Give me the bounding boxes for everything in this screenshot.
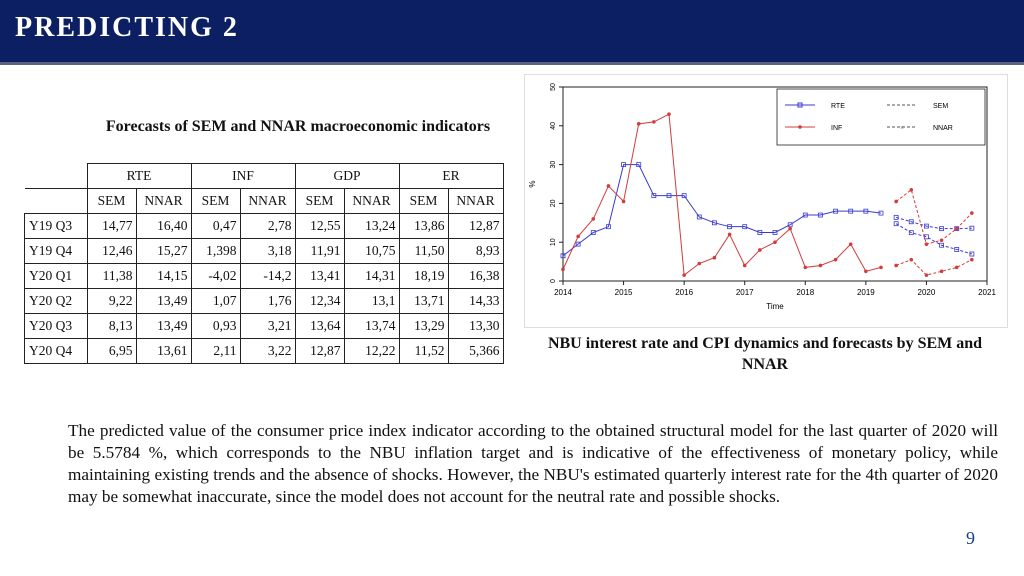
table-cell: 18,19 [399, 264, 448, 289]
series-line [896, 190, 972, 244]
sub-header: NNAR [240, 189, 295, 214]
table-cell: -4,02 [191, 264, 240, 289]
data-point [925, 242, 929, 246]
table-cell: 1,76 [240, 289, 295, 314]
legend-box [777, 89, 985, 145]
table-cell: 12,55 [295, 214, 344, 239]
y-tick-label: 40 [550, 121, 557, 130]
data-point [940, 270, 944, 274]
line-chart [525, 75, 1007, 327]
table-cell: 0,47 [191, 214, 240, 239]
data-point [788, 227, 792, 231]
x-tick-label: 2016 [675, 288, 694, 297]
series-line [896, 260, 972, 276]
table-cell: 14,77 [87, 214, 136, 239]
x-tick-label: 2021 [978, 288, 996, 297]
y-tick-label: 0 [550, 279, 557, 283]
table-corner [25, 164, 88, 189]
table-title: Forecasts of SEM and NNAR macroeconomic indicators [105, 118, 491, 135]
data-point [652, 120, 656, 124]
table-cell: 13,1 [344, 289, 399, 314]
table-cell: 12,87 [448, 214, 503, 239]
group-header: ER [399, 164, 503, 189]
row-label: Y19 Q3 [25, 214, 88, 239]
table-corner [25, 189, 88, 214]
legend-label: INF [831, 125, 843, 132]
group-header: GDP [295, 164, 399, 189]
table-cell: 0,93 [191, 314, 240, 339]
y-tick-label: 20 [550, 199, 557, 208]
data-point [803, 266, 807, 270]
table-cell: 14,15 [136, 264, 191, 289]
table-row [25, 239, 504, 264]
data-point [970, 258, 974, 262]
legend-marker [798, 125, 802, 129]
data-point [819, 264, 823, 268]
table-cell: 13,64 [295, 314, 344, 339]
table-cell: 5,366 [448, 339, 503, 364]
row-label: Y19 Q4 [25, 239, 88, 264]
table-cell: 14,33 [448, 289, 503, 314]
sub-header: SEM [191, 189, 240, 214]
slide-header [0, 0, 1024, 65]
data-point [743, 264, 747, 268]
table-cell: 14,31 [344, 264, 399, 289]
table-row [25, 339, 504, 364]
body-paragraph: The predicted value of the consumer price index indicator according to the obtained structural model for the last quarter of 2020 will be 5.5784 %, which corresponds to the NBU inflation target and is indicative of the effectiveness of monetary policy, while maintaining existing trends and the absence of shocks. However, the NBU's estimated quarterly interest rate for the 4th quarter of 2020 may be somewhat inaccurate, since the model does not account for the neutral rate and possible shocks. [68, 421, 998, 506]
legend-marker: × [900, 124, 904, 132]
data-point [909, 188, 913, 192]
table-cell: 3,22 [240, 339, 295, 364]
data-point [894, 200, 898, 204]
data-point [955, 266, 959, 270]
data-point [622, 200, 626, 204]
legend-label: NNAR [933, 125, 953, 132]
data-point [955, 227, 959, 231]
sub-header: NNAR [448, 189, 503, 214]
table-cell: 13,86 [399, 214, 448, 239]
table-cell: 8,13 [87, 314, 136, 339]
data-point [758, 248, 762, 252]
table-cell: 11,52 [399, 339, 448, 364]
row-label: Y20 Q3 [25, 314, 88, 339]
legend-label: SEM [933, 103, 949, 110]
table-cell: 3,18 [240, 239, 295, 264]
table-cell: 13,41 [295, 264, 344, 289]
legend-label: RTE [831, 103, 845, 110]
table-cell: 12,22 [344, 339, 399, 364]
table-row [25, 314, 504, 339]
series-line [896, 217, 972, 228]
page-number: 9 [966, 528, 975, 548]
data-point [637, 122, 641, 126]
table-cell: 13,61 [136, 339, 191, 364]
row-label: Y20 Q4 [25, 339, 88, 364]
data-point [576, 235, 580, 239]
data-point [864, 270, 868, 274]
table-cell: 9,22 [87, 289, 136, 314]
table-cell: 12,46 [87, 239, 136, 264]
data-point [940, 238, 944, 242]
y-axis-label: % [528, 180, 537, 188]
data-point [607, 184, 611, 188]
table-cell: 3,21 [240, 314, 295, 339]
group-header: RTE [87, 164, 191, 189]
table-cell: 13,49 [136, 314, 191, 339]
table-cell: 12,34 [295, 289, 344, 314]
chart-caption: NBU interest rate and CPI dynamics and forecasts by SEM and NNAR [547, 335, 983, 373]
y-tick-label: 30 [550, 160, 557, 169]
table-cell: 13,29 [399, 314, 448, 339]
row-label: Y20 Q2 [25, 289, 88, 314]
x-tick-label: 2017 [735, 288, 754, 297]
sub-header: SEM [399, 189, 448, 214]
x-tick-label: 2018 [796, 288, 815, 297]
table-cell: 13,74 [344, 314, 399, 339]
table-cell: 11,50 [399, 239, 448, 264]
data-point [667, 112, 671, 116]
table-cell: 2,78 [240, 214, 295, 239]
data-point [909, 258, 913, 262]
data-point [728, 233, 732, 237]
table-cell: 8,93 [448, 239, 503, 264]
slide-title: PREDICTING 2 [15, 12, 239, 43]
data-point [713, 256, 717, 260]
data-point [894, 264, 898, 268]
x-tick-label: 2014 [554, 288, 572, 297]
data-point [879, 266, 883, 270]
table-cell: 1,398 [191, 239, 240, 264]
sub-header: NNAR [344, 189, 399, 214]
table-cell: -14,2 [240, 264, 295, 289]
table-cell: 2,11 [191, 339, 240, 364]
table-row [25, 289, 504, 314]
x-tick-label: 2015 [614, 288, 633, 297]
table-cell: 15,27 [136, 239, 191, 264]
x-tick-label: 2019 [856, 288, 875, 297]
table-cell: 6,95 [87, 339, 136, 364]
table-cell: 13,71 [399, 289, 448, 314]
data-point [849, 242, 853, 246]
table-row [25, 264, 504, 289]
table-cell: 10,75 [344, 239, 399, 264]
data-point [697, 262, 701, 266]
x-axis-label: Time [766, 302, 784, 311]
forecast-table [24, 163, 504, 364]
table-row [25, 214, 504, 239]
y-tick-label: 50 [550, 83, 557, 91]
sub-header: SEM [295, 189, 344, 214]
data-point [834, 258, 838, 262]
data-point [925, 273, 929, 277]
line-chart-panel [524, 74, 1008, 328]
data-point [773, 240, 777, 244]
table-cell: 12,87 [295, 339, 344, 364]
sub-header: NNAR [136, 189, 191, 214]
table-cell: 13,49 [136, 289, 191, 314]
table-cell: 1,07 [191, 289, 240, 314]
table-cell: 16,40 [136, 214, 191, 239]
table-cell: 11,38 [87, 264, 136, 289]
data-point [682, 273, 686, 277]
group-header: INF [191, 164, 295, 189]
y-tick-label: 10 [550, 238, 557, 247]
data-point [591, 217, 595, 221]
table-cell: 13,30 [448, 314, 503, 339]
table-cell: 13,24 [344, 214, 399, 239]
table-cell: 11,91 [295, 239, 344, 264]
data-point [561, 268, 565, 272]
data-point [970, 211, 974, 215]
x-tick-label: 2020 [917, 288, 936, 297]
table-cell: 16,38 [448, 264, 503, 289]
row-label: Y20 Q1 [25, 264, 88, 289]
sub-header: SEM [87, 189, 136, 214]
